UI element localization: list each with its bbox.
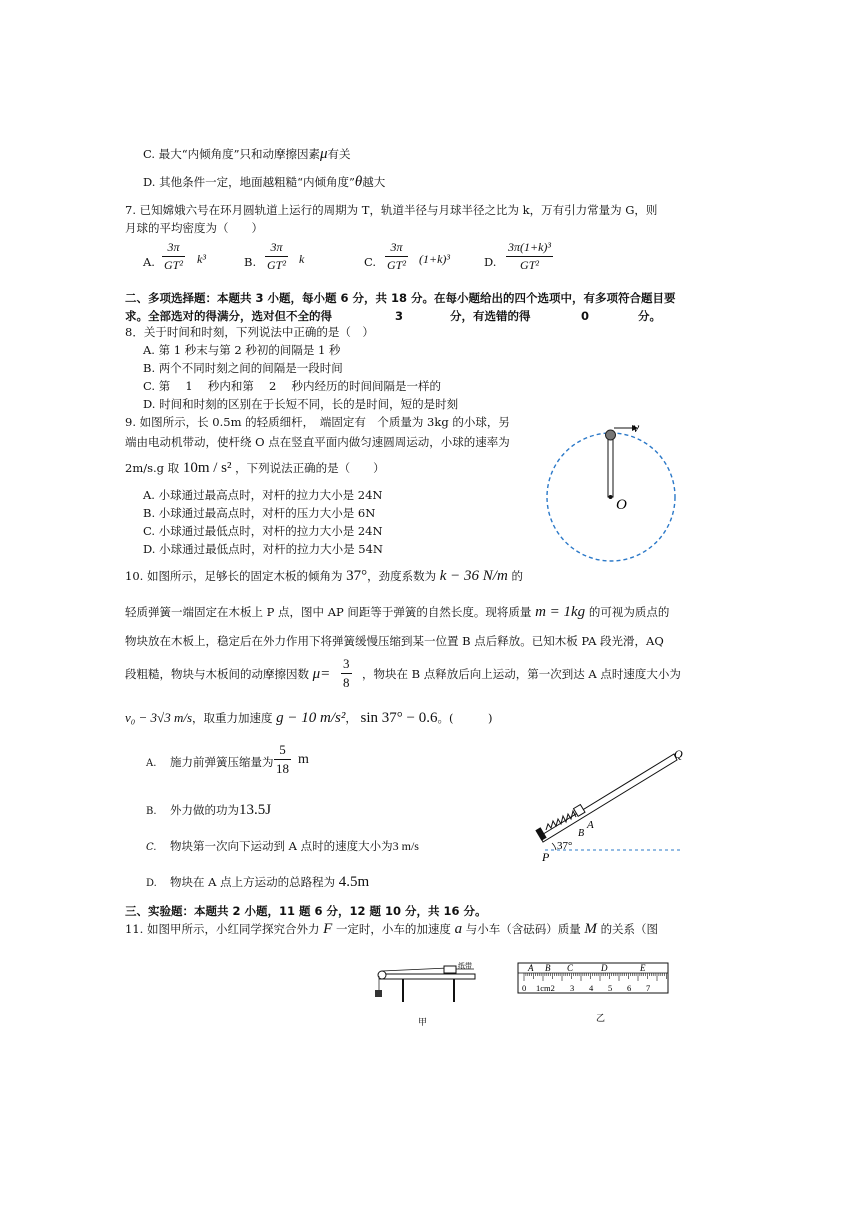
q9-circle-figure	[535, 410, 695, 570]
tape-letter-e: E	[640, 963, 646, 973]
q10-label-P: P	[542, 850, 550, 864]
q10-label-Q: Q	[674, 747, 683, 761]
q9-rod	[608, 437, 613, 497]
q6-option-d-tail: 越大	[362, 175, 386, 189]
q10-stem-line1	[125, 569, 523, 583]
q9-gravity-value: 10m / s²	[182, 460, 232, 476]
q10-option-d-value: 4.5m	[338, 874, 370, 890]
q7-a-numerator: 3π	[167, 240, 180, 254]
section2-score-0: 0	[581, 309, 590, 323]
q7-option-b-label: B.	[244, 255, 257, 269]
q10-option-a-fraction	[274, 742, 291, 777]
q11-accel-symbol: a	[454, 921, 463, 937]
q7-c-denominator: GT²	[387, 258, 406, 272]
section3-heading: 三、实验题：本题共 2 小题，11 题 6 分，12 题 10 分，共 16 分。	[125, 904, 487, 918]
q6-option-c	[143, 147, 351, 161]
q11-cart	[444, 966, 456, 973]
q10-incline-figure	[530, 740, 700, 870]
q11-mass-symbol: M	[584, 921, 597, 937]
ruler-number: 3	[570, 983, 575, 993]
q10-option-b-label: B.	[146, 806, 157, 817]
q10-board	[540, 754, 677, 842]
section2-text-e: 分。	[638, 309, 661, 323]
q10-a-denominator: 18	[276, 761, 289, 776]
q10-option-c-text: 物块第一次向下运动到 A 点时的速度大小为	[170, 839, 393, 853]
q10-line5-f: 。( )	[437, 711, 493, 725]
ruler-number: 1cm2	[536, 983, 555, 993]
q11-string	[382, 968, 448, 971]
q8-option-d: D. 时间和时刻的区别在于长短不同，长的是时间，短的是时刻	[143, 397, 459, 411]
q10-stem-line4-b: ，物块在 B 点释放后向上运动，第一次到达 A 点时速度大小为	[362, 667, 681, 681]
theta-symbol: θ	[354, 174, 363, 190]
ruler-number: 6	[627, 983, 632, 993]
q9-stem-line1: 9. 如图所示，长 0.5m 的轻质细杆， 端固定有 个质量为 3kg 的小球，另	[125, 415, 510, 429]
q10-line5-b: ，取重力加速度	[192, 711, 273, 725]
q10-label-A: A	[587, 819, 594, 831]
tape-letter-c: C	[567, 963, 574, 973]
q7-b-numerator: 3π	[270, 240, 283, 254]
q11-caption-jia: 甲	[418, 1017, 428, 1027]
q7-option-a-label: A.	[143, 255, 155, 269]
ruler-number: 5	[608, 983, 613, 993]
q9-label-O: O	[616, 497, 627, 513]
q10-angle-arc	[552, 843, 556, 850]
q9-stem-line3-a: 2m/s.g 取	[125, 461, 180, 475]
q7-option-a-tail: k³	[197, 252, 206, 266]
q10-gravity-value: g − 10 m/s²	[276, 710, 346, 726]
q9-label-v: v	[633, 421, 640, 436]
q9-option-b: B. 小球通过最高点时，对杆的压力大小是 6N	[143, 506, 376, 520]
q10-option-b-text: 外力做的功为	[170, 803, 239, 817]
ruler-number: 7	[646, 983, 651, 993]
q10-label-angle: 37°	[557, 840, 573, 852]
q7-b-denominator: GT²	[267, 258, 286, 272]
q10-line5-d: ，	[345, 711, 357, 725]
q10-option-d	[170, 875, 369, 889]
q7-d-denominator: GT²	[506, 256, 553, 273]
ruler-number: 4	[589, 983, 594, 993]
q11-text-c: 一定时，小车的加速度	[335, 922, 451, 936]
q8-stem: 8．关于时间和时刻，下列说法中正确的是（ ）	[125, 325, 374, 339]
q10-a-numerator: 5	[279, 742, 286, 757]
q10-stem-line2	[125, 605, 669, 619]
q10-angle-value: 37°	[346, 568, 368, 584]
q10-option-a-text: 施力前弹簧压缩量为	[170, 755, 274, 769]
q11-figure-yi	[512, 958, 672, 1030]
q9-option-a: A. 小球通过最高点时，对杆的拉力大小是 24N	[143, 488, 383, 502]
q7-option-b-fraction	[265, 240, 288, 273]
q11-text-e: 与小车（含砝码）质量	[465, 922, 581, 936]
q7-d-numerator: 3π(1+k)³	[508, 240, 552, 254]
q10-mu-numerator: 3	[343, 656, 350, 671]
q10-initial-velocity: v₀ − 3√3 m/s	[125, 710, 193, 725]
q9-stem-line2: 端由电动机带动，使杆绕 O 点在竖直平面内做匀速圆周运动，小球的速率为	[125, 435, 510, 449]
q10-option-b-value: 13.5J	[239, 802, 272, 818]
q11-text-g: 的关系（图	[600, 922, 659, 936]
q10-sine-value: sin 37° − 0.6	[360, 710, 438, 726]
q11-figure-jia	[368, 960, 480, 1030]
q7-option-c-label: C.	[364, 255, 377, 269]
q7-option-c-fraction	[385, 240, 408, 273]
q10-option-c	[170, 839, 419, 853]
q7-stem-line1: 7. 已知嫦娥六号在环月圆轨道上运行的周期为 T，轨道半径与月球半径之比为 k，万有引力常量为 G，则	[125, 203, 658, 217]
q11-tape-label: 纸带	[458, 962, 472, 970]
tape-letter-b: B	[545, 963, 551, 973]
q10-text-c: ，劲度系数为	[367, 569, 437, 583]
q10-option-c-value: 3 m/s	[392, 839, 419, 853]
q9-stem-line3	[125, 461, 385, 475]
q8-option-c: C. 第 1 秒内和第 2 秒内经历的时间间隔是一样的	[143, 379, 441, 393]
q10-option-c-label: C.	[146, 842, 157, 853]
q9-option-c: C. 小球通过最低点时，对杆的拉力大小是 24N	[143, 524, 383, 538]
q7-option-d-fraction	[506, 240, 553, 273]
q11-table-top	[380, 974, 475, 979]
section2-heading-line1: 二、多项选择题：本题共 3 小题，每小题 6 分，共 18 分。在每小题给出的四个选项中，有多项符合题目要	[125, 291, 676, 305]
q7-a-denominator: GT²	[164, 258, 183, 272]
q11-caption-yi: 乙	[596, 1013, 606, 1023]
q10-mu-denominator: 8	[343, 675, 350, 690]
q6-option-d-text: D. 其他条件一定，地面越粗糙“内倾角度”	[143, 175, 355, 189]
q7-option-d-label: D.	[484, 255, 497, 269]
ruler-number: 0	[522, 983, 527, 993]
tape-letter-d: D	[601, 963, 608, 973]
section2-text-a: 求。全部选对的得满分，选对但不全的得	[125, 309, 332, 323]
q7-c-numerator: 3π	[390, 240, 403, 254]
q10-line4-a: 段粗糙，物块与木板间的动摩擦因数	[125, 667, 309, 681]
q10-option-d-label: D.	[146, 878, 157, 889]
q10-line2-c: 的可视为质点的	[588, 605, 670, 619]
section2-score-3: 3	[395, 309, 404, 323]
q10-stem-line4	[125, 667, 330, 681]
section2-text-c: 分，有选错的得	[450, 309, 531, 323]
q9-option-d: D. 小球通过最低点时，对杆的拉力大小是 54N	[143, 542, 383, 556]
q7-option-b-tail: k	[299, 252, 305, 266]
q6-option-c-tail: 有关	[327, 147, 351, 161]
q6-option-d	[143, 175, 385, 189]
q8-option-a: A. 第 1 秒末与第 2 秒初的间隔是 1 秒	[143, 343, 341, 357]
q7-option-a-fraction	[162, 240, 185, 273]
tape-letter-a: A	[528, 963, 534, 973]
q6-option-c-text: C. 最大“内倾角度”只和动摩擦因素	[143, 147, 320, 161]
q11-hanging-weight	[375, 990, 382, 997]
q10-option-b	[170, 803, 271, 817]
q7-option-c-tail: (1+k)³	[419, 252, 451, 266]
mu-symbol: μ	[319, 146, 328, 162]
q11-force-symbol: F	[323, 921, 333, 937]
q9-pivot	[609, 495, 613, 499]
q10-mu-fraction	[341, 656, 352, 691]
q10-option-a-label: A.	[146, 758, 157, 769]
q10-stem-line5	[125, 711, 493, 725]
q10-spring-constant: k − 36 N/m	[439, 568, 508, 584]
q10-label-B: B	[578, 828, 585, 839]
q9-ball	[606, 430, 616, 440]
q10-line2-a: 轻质弹簧一端固定在木板上 P 点，图中 AP 间距等于弹簧的自然长度。现将质量	[125, 605, 532, 619]
q8-option-b: B. 两个不同时刻之间的间隔是一段时间	[143, 361, 343, 375]
q7-stem-line2: 月球的平均密度为（ ）	[125, 221, 263, 235]
q10-option-a-unit: m	[298, 752, 309, 767]
q10-mass-value: m = 1kg	[535, 604, 586, 620]
q10-mu-symbol: μ=	[312, 666, 331, 682]
section2-heading-line2	[125, 309, 685, 323]
q11-text-a: 11. 如图甲所示，小红同学探究合外力	[125, 922, 320, 936]
q10-option-d-text: 物块在 A 点上方运动的总路程为	[170, 875, 336, 889]
q10-text-e: 的	[511, 569, 523, 583]
q9-stem-line3-c: ，下列说法正确的是（ ）	[235, 461, 385, 475]
q10-text-a: 10. 如图所示，足够长的固定木板的倾角为	[125, 569, 343, 583]
q11-stem-line1	[125, 922, 658, 936]
q10-stem-line3: 物块放在木板上，稳定后在外力作用下将弹簧缓慢压缩到某一位置 B 点后释放。已知木板 PA 段光滑，AQ	[125, 634, 664, 648]
